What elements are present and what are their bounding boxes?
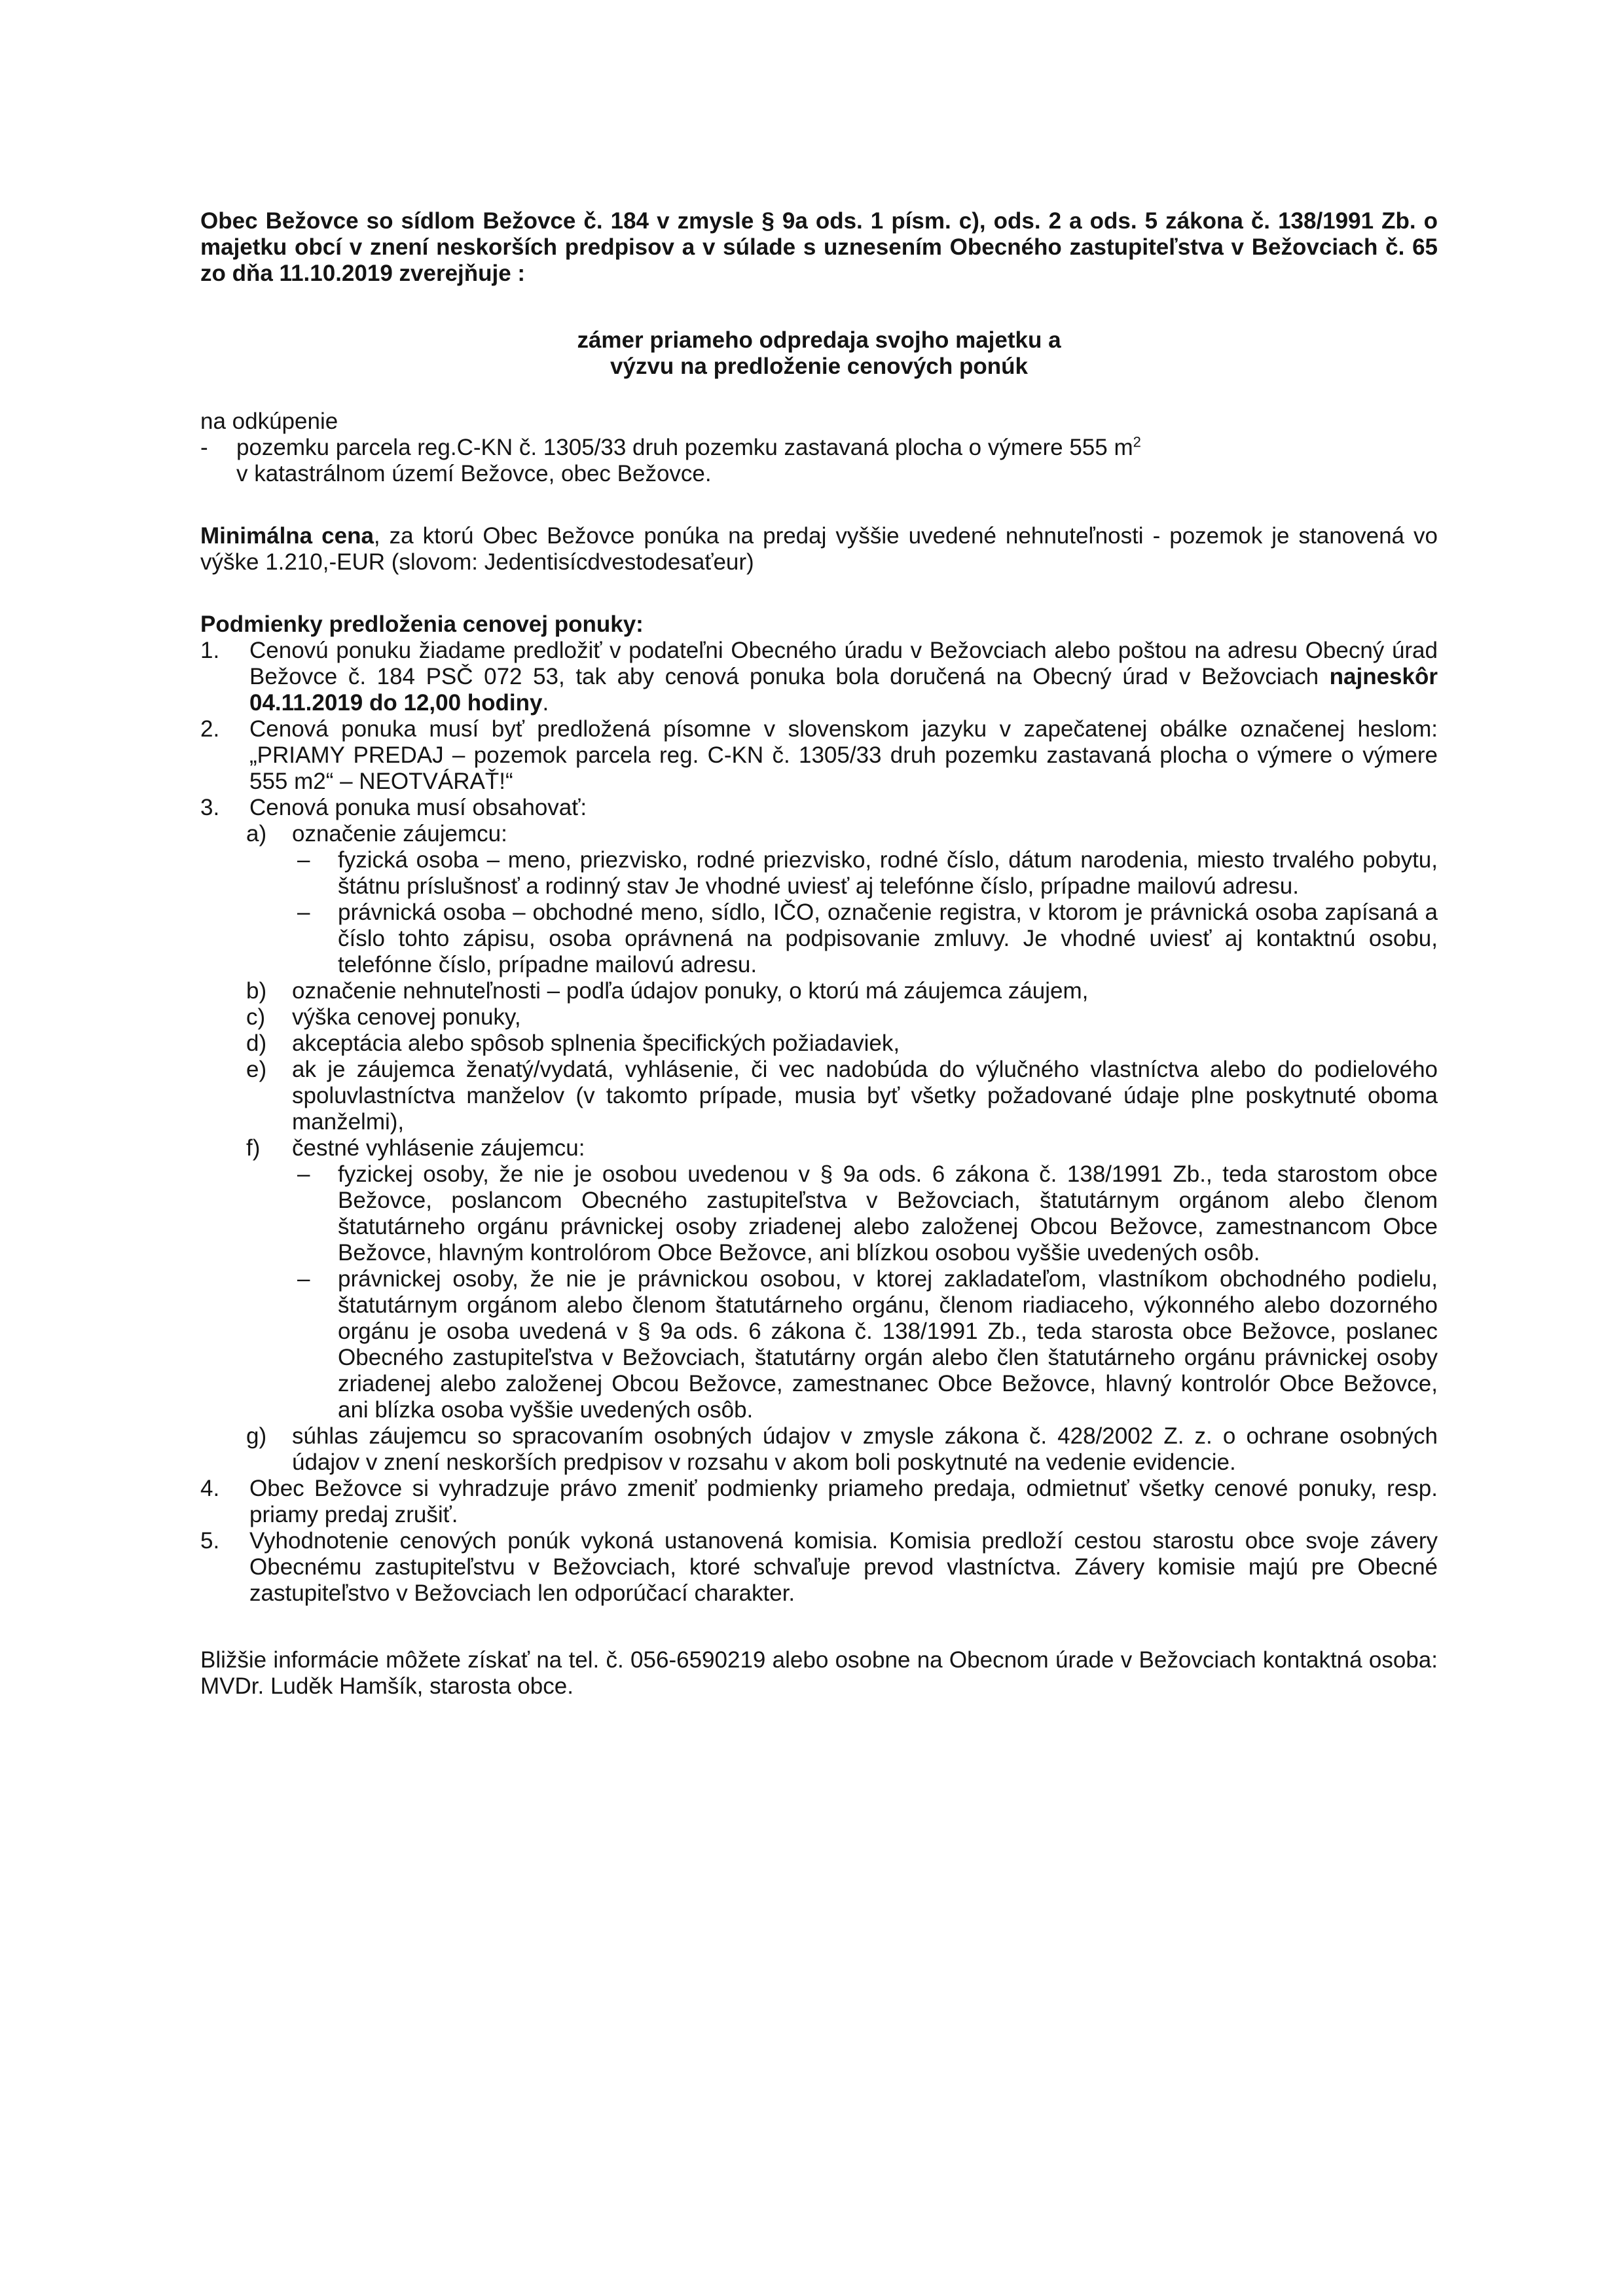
condition-text: Vyhodnotenie cenových ponúk vykoná ustanovená komisia. Komisia predloží cestou starostu obce svoje závery Obecnému zastupiteľstvu v Bežovciach, ktoré schvaľuje prevod vlastníctva. Závery komisie majú pre Obecné zastupiteľstvo v Bežovciach len odporúčací charakter. (249, 1528, 1438, 1606)
subitem-label: g) (246, 1423, 267, 1449)
subitem-f-fyzickej (200, 1161, 1438, 1266)
subitem-label: f) (246, 1135, 261, 1161)
document-body (200, 208, 1438, 1700)
condition-text: Cenovú ponuku žiadame predložiť v podateľni Obecného úradu v Bežovciach alebo poštou na adresu Obecný úrad Bežovce č. 184 PSČ 072 53, tak aby cenová ponuka bola doručená na Obecný úrad v Bežovciach (249, 638, 1438, 689)
subitem-d (200, 1030, 1438, 1057)
purpose-item-sup: 2 (1133, 433, 1141, 450)
subitem-label: b) (246, 978, 267, 1004)
condition-text-end: . (542, 690, 549, 716)
purpose-section (200, 409, 1438, 487)
subitem-label: c) (246, 1004, 266, 1030)
condition-number: 3. (200, 795, 220, 820)
min-price-label: Minimálna cena (200, 523, 374, 549)
purpose-label: na odkúpenie (200, 409, 338, 434)
footer-contact: Bližšie informácie môžete získať na tel. č. 056-6590219 alebo osobne na Obecnom úrade v Bežovciach kontaktná osoba: MVDr. Luděk Hamšík, starosta obce. (200, 1647, 1438, 1699)
purpose-item-text-2: v katastrálnom území Bežovce, obec Bežovce. (236, 461, 712, 486)
subitem-text: súhlas záujemcu so spracovaním osobných údajov v zmysle zákona č. 428/2002 Z. z. o ochrane osobných údajov v znení neskorších predpisov v rozsahu v akom boli poskytnuté na vedenie evidencie. (292, 1423, 1438, 1475)
condition-item-2 (200, 716, 1438, 795)
subitem-b (200, 978, 1438, 1004)
purpose-item (200, 435, 1438, 487)
condition-number: 5. (200, 1528, 220, 1554)
subitem-label: d) (246, 1030, 267, 1056)
subitem-label: a) (246, 821, 267, 847)
dash-bullet: – (297, 847, 310, 873)
subitem-f (200, 1135, 1438, 1161)
subitem-text: označenie nehnuteľnosti – podľa údajov ponuky, o ktorú má záujemca záujem, (292, 978, 1089, 1004)
condition-number: 2. (200, 716, 220, 742)
bullet-text: právnickej osoby, že nie je právnickou osobou, v ktorej zakladateľom, vlastníkom obchodného podielu, štatutárnym orgánom alebo členom štatutárneho orgánu, členom riadiaceho, výkonného alebo dozorného orgánu je osoba uvedená v § 9a ods. 6 zákona č. 138/1991 Zb., teda starosta obce Bežovce, poslanec Obecného zastupiteľstva v Bežovciach, štatutárny orgán alebo člen štatutárneho orgánu právnickej osoby zriadenej alebo založenej Obcou Bežovce, zamestnanec Obce Bežovce, hlavný kontrolór Obce Bežovce, ani blízka osoba vyššie uvedených osôb. (338, 1266, 1438, 1423)
subitem-a-fyzicka (200, 847, 1438, 900)
min-price-paragraph (200, 523, 1438, 575)
subitem-g (200, 1423, 1438, 1476)
subitem-text: ak je záujemca ženatý/vydatá, vyhlásenie, či vec nadobúda do výlučného vlastníctva alebo do podielového spoluvlastníctva manželov (v takomto prípade, musia byť všetky požadované údaje plne poskytnuté oboma manželmi), (292, 1057, 1438, 1135)
purpose-dash: - (200, 435, 208, 460)
condition-item-1 (200, 638, 1438, 716)
purpose-item-text: pozemku parcela reg.C-KN č. 1305/33 druh pozemku zastavaná plocha o výmere 555 m (236, 435, 1133, 460)
condition-text: Obec Bežovce si vyhradzuje právo zmeniť podmienky priameho predaja, odmietnuť všetky cenové ponuky, resp. priamy predaj zrušiť. (249, 1476, 1438, 1527)
subitem-a-pravnicka (200, 900, 1438, 978)
condition-number: 1. (200, 638, 220, 663)
subitem-c (200, 1004, 1438, 1030)
dash-bullet: – (297, 1161, 310, 1187)
subitem-label: e) (246, 1057, 267, 1082)
subitem-e (200, 1057, 1438, 1135)
heading-line-2: výzvu na predloženie cenových ponúk (610, 354, 1028, 379)
deadline-text: najneskôr 04.11.2019 do 12,00 hodiny (249, 664, 1438, 716)
subitem-text: výška cenovej ponuky, (292, 1004, 521, 1030)
intro-paragraph: Obec Bežovce so sídlom Bežovce č. 184 v zmysle § 9a ods. 1 písm. c), ods. 2 a ods. 5 zákona č. 138/1991 Zb. o majetku obcí v znení neskorších predpisov a v súlade s uznesením Obecného zastupiteľstva v Bežovciach č. 65 zo dňa 11.10.2019 zverejňuje : (200, 208, 1438, 286)
dash-bullet: – (297, 900, 310, 925)
conditions-title: Podmienky predloženia cenovej ponuky: (200, 611, 644, 637)
condition-number: 4. (200, 1476, 220, 1501)
bullet-text: fyzická osoba – meno, priezvisko, rodné priezvisko, rodné číslo, dátum narodenia, miesto trvalého pobytu, štátnu príslušnosť a rodinný stav Je vhodné uviesť aj telefónne číslo, prípadne mailovú adresu. (338, 847, 1438, 899)
bullet-text: fyzickej osoby, že nie je osobou uvedenou v § 9a ods. 6 zákona č. 138/1991 Zb., teda starostom obce Bežovce, poslancom Obecného zastupiteľstva v Bežovciach, štatutárnym orgánom alebo členom štatutárneho orgánu právnickej osoby zriadenej alebo založenej Obcou Bežovce, zamestnancom Obce Bežovce, hlavným kontrolórom Obce Bežovce, ani blízkou osobou vyššie uvedených osôb. (338, 1161, 1438, 1266)
subitem-text: akceptácia alebo spôsob splnenia špecifických požiadaviek, (292, 1030, 900, 1056)
conditions-section (200, 611, 1438, 1607)
condition-item-4 (200, 1476, 1438, 1528)
dash-bullet: – (297, 1266, 310, 1292)
condition-item-3 (200, 795, 1438, 821)
heading-line-1: zámer priameho odpredaja svojho majetku a (577, 327, 1061, 353)
subitem-text: označenie záujemcu: (292, 821, 507, 847)
min-price-text: , za ktorú Obec Bežovce ponúka na predaj vyššie uvedené nehnuteľnosti - pozemok je stanovená vo výške 1.210,-EUR (slovom: Jedentisícdvestodesaťeur) (200, 523, 1438, 575)
condition-text: Cenová ponuka musí byť predložená písomne v slovenskom jazyku v zapečatenej obálke označenej heslom: „PRIAMY PREDAJ – pozemok parcela reg. C-KN č. 1305/33 druh pozemku zastavaná plocha o výmere o výmere 555 m2“ – NEOTVÁRAŤ!“ (249, 716, 1438, 794)
subitem-f-pravnickej (200, 1266, 1438, 1423)
document-heading (200, 327, 1438, 380)
condition-item-5 (200, 1528, 1438, 1607)
bullet-text: právnická osoba – obchodné meno, sídlo, IČO, označenie registra, v ktorom je právnická osoba zapísaná a číslo tohto zápisu, osoba oprávnená na podpisovanie zmluvy. Je vhodné uviesť aj kontaktnú osobu, telefónne číslo, prípadne mailovú adresu. (338, 900, 1438, 977)
subitem-a (200, 821, 1438, 847)
subitem-text: čestné vyhlásenie záujemcu: (292, 1135, 585, 1161)
condition-text: Cenová ponuka musí obsahovať: (249, 795, 587, 820)
